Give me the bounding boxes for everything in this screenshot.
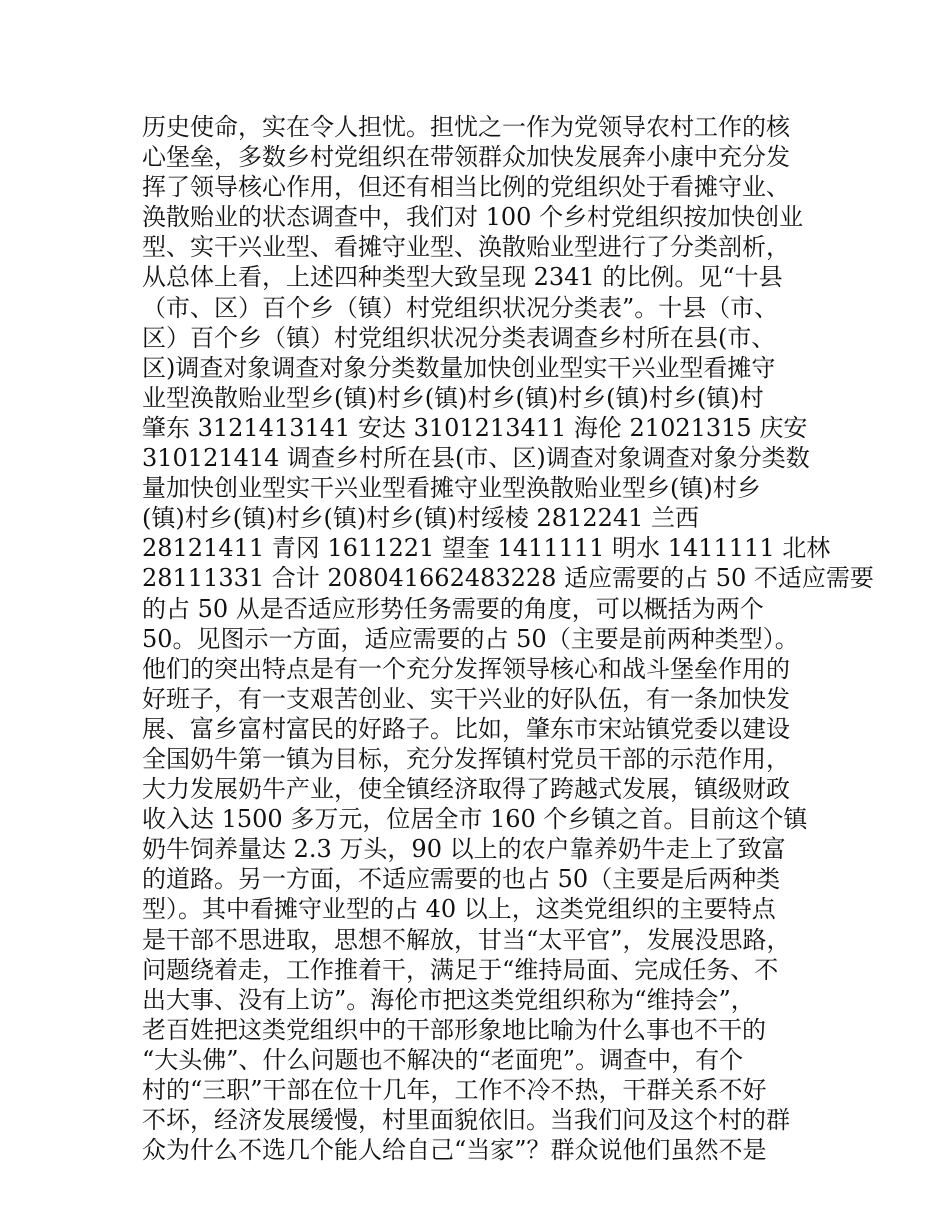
text-line: 是干部不思进取，思想不解放，甘当“太平官”，发展没思路，: [142, 925, 791, 954]
text-line: 他们的突出特点是有一个充分发挥领导核心和战斗堡垒作用的: [142, 654, 790, 683]
text-line: 问题绕着走，工作推着干，满足于“维持局面、完成任务、不: [142, 955, 779, 984]
text-line: 型、实干兴业型、看摊守业型、涣散贻业型进行了分类剖析，: [142, 233, 790, 262]
text-line: 历史使命，实在令人担忧。担忧之一作为党领导农村工作的核: [142, 113, 790, 141]
text-line: 奶牛饲养量达 2.3 万头，90 以上的农户靠养奶牛走上了致富: [142, 835, 786, 864]
text-line: 28111331 合计 208041662483228 适应需要的占 50 不适应需要: [142, 564, 874, 593]
text-line: 展、富乡富村富民的好路子。比如，肇东市宋站镇党委以建设: [142, 714, 790, 743]
text-line: 心堡垒，多数乡村党组织在带领群众加快发展奔小康中充分发: [142, 143, 790, 172]
text-line: 区）百个乡（镇）村党组织状况分类表调查乡村所在县(市、: [142, 323, 776, 352]
text-line: 区)调查对象调查对象分类数量加快创业型实干兴业型看摊守: [142, 353, 776, 382]
text-line: 从总体上看，上述四种类型大致呈现 2341 的比例。见“十县: [142, 263, 783, 292]
text-line: 业型涣散贻业型乡(镇)村乡(镇)村乡(镇)村乡(镇)村乡(镇)村: [142, 383, 764, 412]
text-line: 不坏，经济发展缓慢，村里面貌依旧。当我们问及这个村的群: [142, 1106, 790, 1135]
text-line: 出大事、没有上访”。海伦市把这类党组织称为“维持会”，: [142, 985, 755, 1014]
text-line: 全国奶牛第一镇为目标，充分发挥镇村党员干部的示范作用，: [142, 744, 790, 773]
text-line: 老百姓把这类党组织中的干部形象地比喻为什么事也不干的: [142, 1015, 766, 1044]
text-line: 好班子，有一支艰苦创业、实干兴业的好队伍，有一条加快发: [142, 684, 790, 713]
text-line: 大力发展奶牛产业，使全镇经济取得了跨越式发展，镇级财政: [142, 775, 790, 804]
text-line: （市、区）百个乡（镇）村党组织状况分类表”。十县（市、: [142, 293, 779, 322]
text-line: 众为什么不选几个能人给自己“当家”？群众说他们虽然不是: [142, 1136, 767, 1165]
document-page: [142, 112, 874, 1165]
text-line: 的占 50 从是否适应形势任务需要的角度，可以概括为两个: [142, 594, 764, 623]
text-line: 量加快创业型实干兴业型看摊守业型涣散贻业型乡(镇)村乡: [142, 474, 761, 503]
text-line: 的道路。另一方面，不适应需要的也占 50（主要是后两种类: [142, 865, 781, 894]
text-line: 肇东 3121413141 安达 3101213411 海伦 21021315 庆安: [142, 413, 808, 442]
text-line: 收入达 1500 多万元，位居全市 160 个乡镇之首。目前这个镇: [142, 805, 808, 834]
text-line: (镇)村乡(镇)村乡(镇)村乡(镇)村绥棱 2812241 兰西: [142, 504, 700, 533]
text-line: 涣散贻业的状态调查中，我们对 100 个乡村党组织按加快创业: [142, 203, 804, 232]
text-line: “大头佛”、什么问题也不解决的“老面兜”。调查中，有个: [142, 1045, 744, 1074]
text-line: 挥了领导核心作用，但还有相当比例的党组织处于看摊守业、: [142, 173, 790, 202]
text-line: 310121414 调查乡村所在县(市、区)调查对象调查对象分类数: [142, 444, 810, 473]
text-line: 村的“三职”干部在位十几年，工作不冷不热，干群关系不好: [142, 1076, 767, 1104]
text-line: 50。见图示一方面，适应需要的占 50（主要是前两种类型）。: [142, 624, 799, 653]
text-line: 28121411 青冈 1611221 望奎 1411111 明水 1411111 北林: [142, 534, 831, 563]
text-line: 型）。其中看摊守业型的占 40 以上，这类党组织的主要特点: [142, 895, 776, 924]
